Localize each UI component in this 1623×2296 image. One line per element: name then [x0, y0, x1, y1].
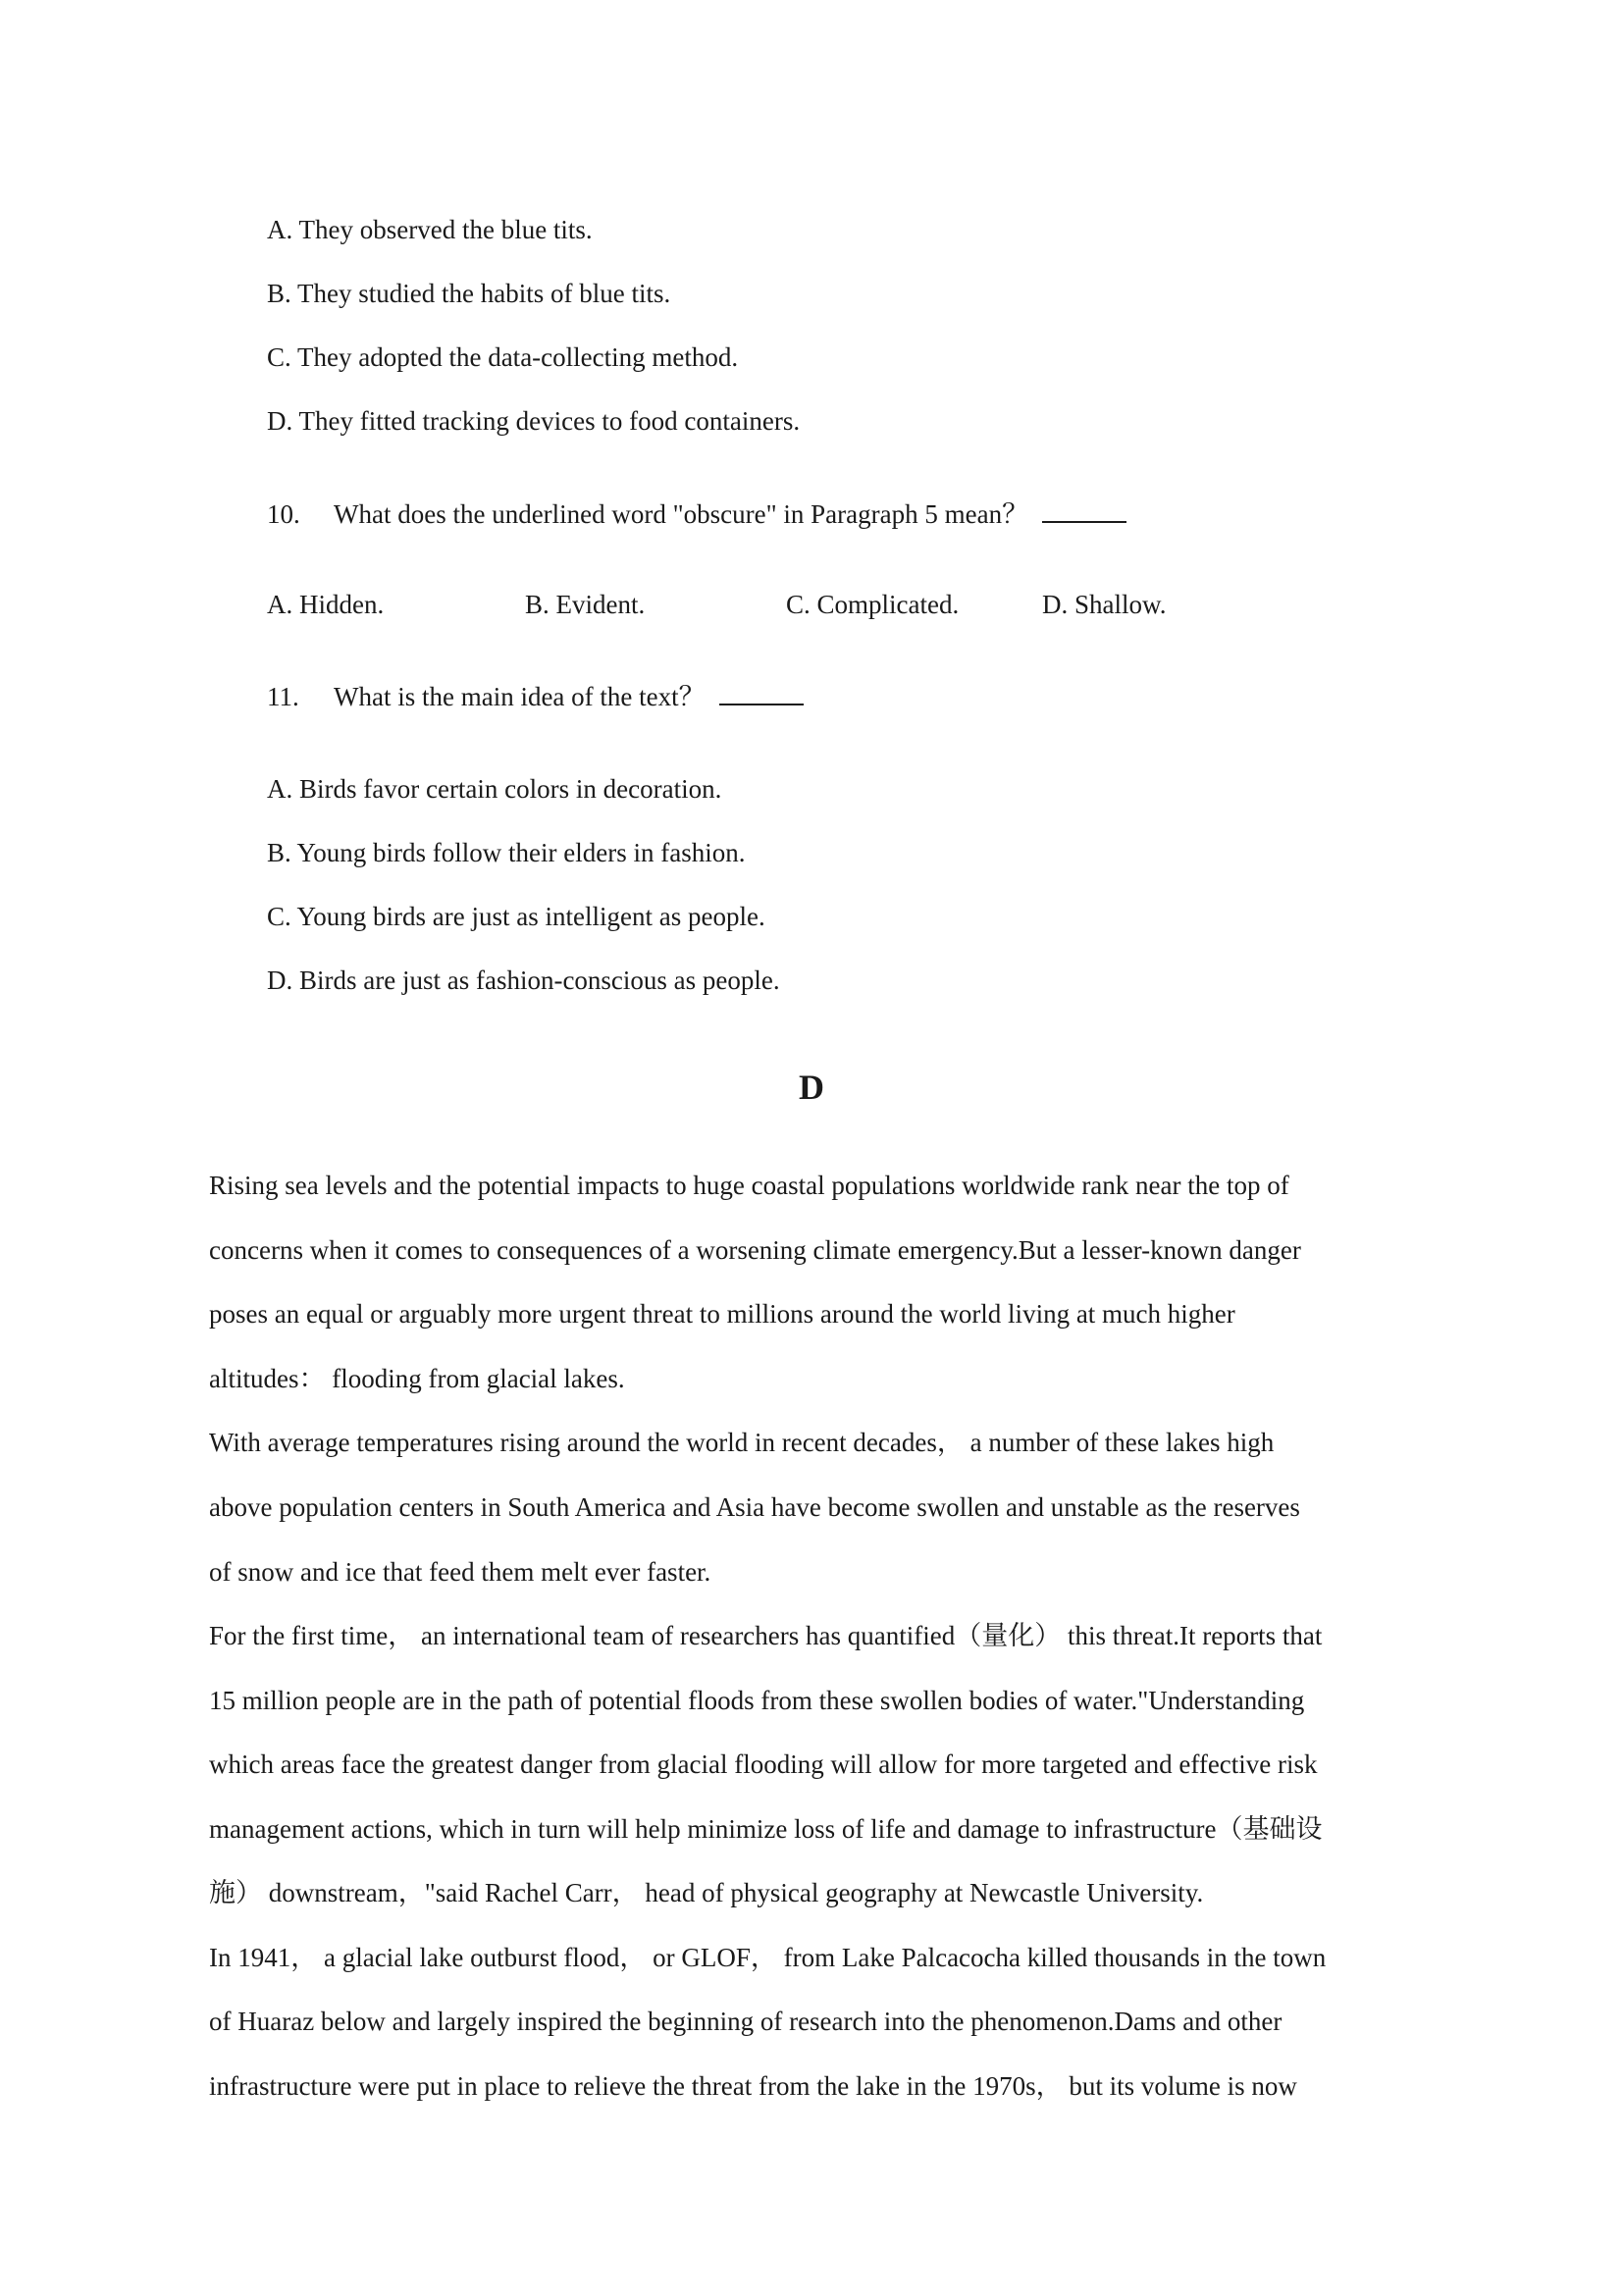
q10-option-b: B. Evident. — [525, 590, 646, 619]
q11-option-b: B. Young birds follow their elders in fashion. — [267, 838, 746, 867]
passage-line: concerns when it comes to consequences of a worsening climate emergency.But a lesser-known danger — [209, 1235, 1301, 1265]
q9-option-a: A. They observed the blue tits. — [267, 215, 593, 244]
question-text: What does the underlined word "obscure" in Paragraph 5 mean？ — [334, 499, 1029, 529]
section-heading: D — [799, 1068, 824, 1107]
passage-line: In 1941， a glacial lake outburst flood， or GLOF， from Lake Palcacocha killed thousands in the town — [209, 1943, 1327, 1972]
answer-blank[interactable] — [1042, 497, 1126, 523]
passage-line: 施） downstream，"said Rachel Carr， head of physical geography at Newcastle University. — [209, 1878, 1204, 1907]
passage-line: 15 million people are in the path of potential floods from these swollen bodies of water."Understanding — [209, 1686, 1305, 1715]
answer-blank[interactable] — [719, 680, 804, 705]
passage-line: Rising sea levels and the potential impacts to huge coastal populations worldwide rank near the top of — [209, 1171, 1289, 1200]
passage-line: infrastructure were put in place to relieve the threat from the lake in the 1970s， but its volume is now — [209, 2071, 1297, 2101]
passage-line: management actions, which in turn will help minimize loss of life and damage to infrastructure（基础设 — [209, 1814, 1323, 1844]
q10-option-a: A. Hidden. — [267, 590, 385, 619]
question-text: What is the main idea of the text？ — [334, 682, 706, 711]
q9-option-b: B. They studied the habits of blue tits. — [267, 279, 671, 308]
question-11 — [267, 679, 804, 714]
q11-option-a: A. Birds favor certain colors in decoration. — [267, 774, 722, 804]
passage-line: With average temperatures rising around the world in recent decades， a number of these lakes high — [209, 1428, 1275, 1457]
q10-option-d: D. Shallow. — [1042, 590, 1167, 619]
passage-line: altitudes： flooding from glacial lakes. — [209, 1364, 625, 1393]
q9-option-c: C. They adopted the data-collecting method. — [267, 342, 739, 372]
question-number: 11. — [267, 682, 299, 711]
question-10 — [267, 496, 1126, 532]
q11-option-c: C. Young birds are just as intelligent as people. — [267, 902, 765, 931]
passage-line: of snow and ice that feed them melt ever faster. — [209, 1557, 711, 1587]
passage-line: above population centers in South America and Asia have become swollen and unstable as the reserves — [209, 1492, 1300, 1522]
q11-option-d: D. Birds are just as fashion-conscious as people. — [267, 965, 780, 995]
passage-line: which areas face the greatest danger from glacial flooding will allow for more targeted and effective risk — [209, 1749, 1318, 1779]
q10-option-c: C. Complicated. — [786, 590, 960, 619]
question-number: 10. — [267, 499, 300, 529]
q9-option-d: D. They fitted tracking devices to food containers. — [267, 406, 801, 436]
passage-line: poses an equal or arguably more urgent threat to millions around the world living at much higher — [209, 1299, 1235, 1329]
passage-line: of Huaraz below and largely inspired the beginning of research into the phenomenon.Dams and other — [209, 2007, 1283, 2036]
passage-line: For the first time， an international team of researchers has quantified（量化） this threat.It reports that — [209, 1621, 1323, 1650]
